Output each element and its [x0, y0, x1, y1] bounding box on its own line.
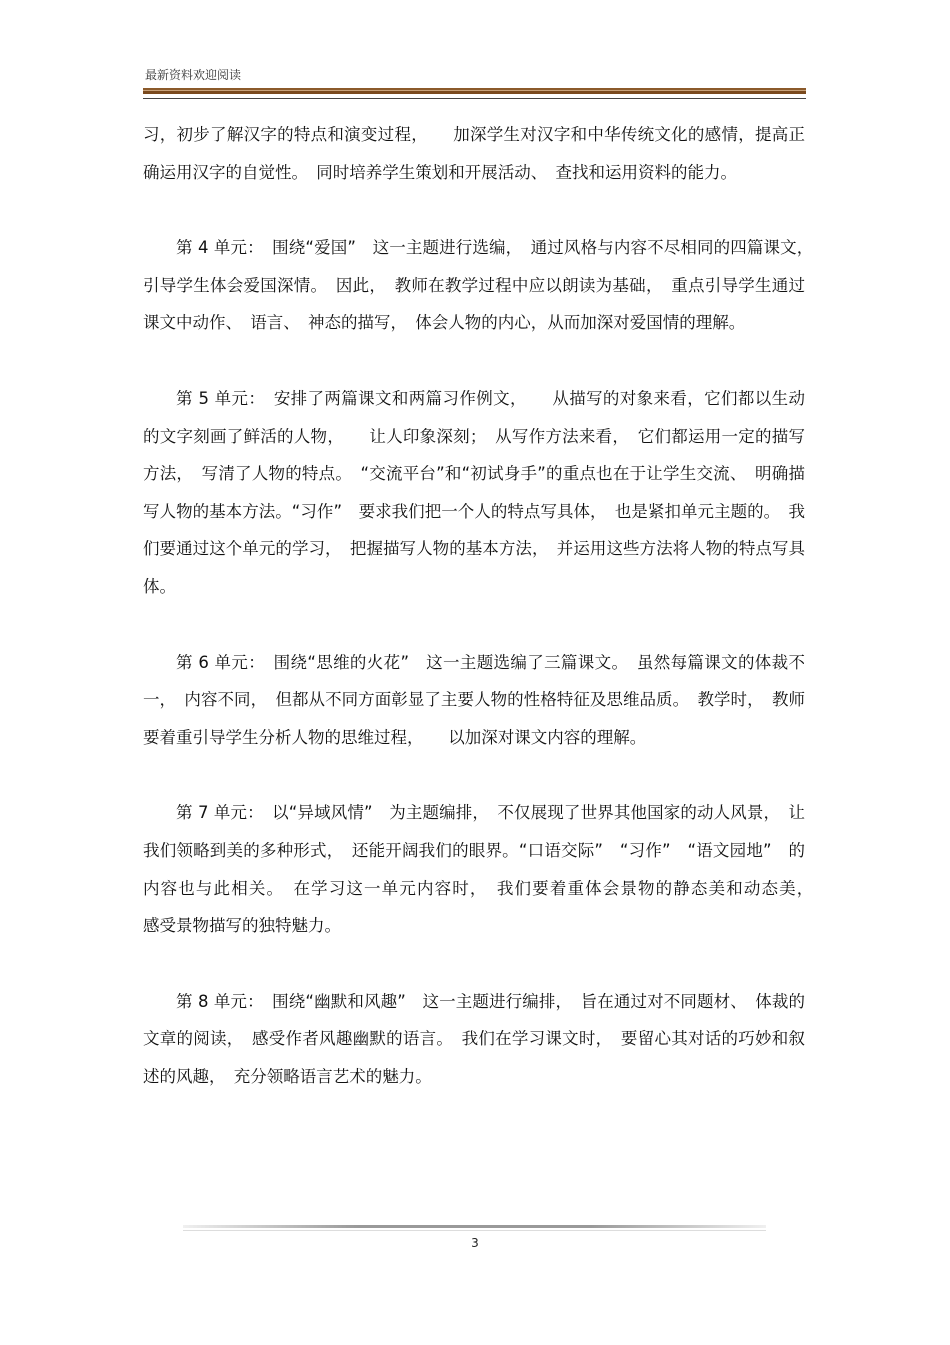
paragraph-unit-7: 第 7 单元： 以“异域风情” 为主题编排， 不仅展现了世界其他国家的动人风景， 让我们领略到美的多种形式， 还能开阔我们的眼界。“口语交际” “习作” “语文园地” 的内容也与此相关。 在学习这一单元内容时， 我们要着重体会景物的静态美和动态美， 感受景物描写的独特魅力。: [143, 803, 838, 936]
paragraph-continuation: 习，初步了解汉字的特点和演变过程， 加深学生对汉字和中华传统文化的感情，提高正确运用汉字的自觉性。 同时培养学生策划和开展活动、 查找和运用资料的能力。: [143, 125, 805, 182]
page-number: 3: [471, 1236, 479, 1250]
header-rule: [143, 88, 806, 94]
header-title: 最新资料欢迎阅读: [145, 68, 242, 82]
paragraph-unit-5: 第 5 单元： 安排了两篇课文和两篇习作例文， 从描写的对象来看，它们都以生动的文字刻画了鲜活的人物， 让人印象深刻； 从写作方法来看， 它们都运用一定的描写方法， 写清了人物的特点。 “交流平台”和“初试身手”的重点也在于让学生交流、 明确描写人物的基本方法。“习作” 要求我们把一个人的特点写具体， 也是紧扣单元主题的。 我们要通过这个单元的学习， 把握描写人物的基本方法， 并运用这些方法将人物的特点写具体。: [143, 388, 805, 596]
footer-rule-light: [183, 1230, 766, 1231]
paragraph-unit-6: 第 6 单元： 围绕“思维的火花” 这一主题选编了三篇课文。 虽然每篇课文的体裁不一， 内容不同， 但都从不同方面彰显了主要人物的性格特征及思维品质。 教学时， 教师要着重引导学生分析人物的思维过程， 以加深对课文内容的理解。: [143, 652, 805, 747]
paragraph-unit-4: 第 4 单元： 围绕“爱国” 这一主题进行选编， 通过风格与内容不尽相同的四篇课文， 引导学生体会爱国深情。 因此， 教师在教学过程中应以朗读为基础， 重点引导学生通过课文中动作、 语言、 神态的描写， 体会人物的内心，从而加深对爱国情的理解。: [143, 238, 822, 333]
footer-rule: [183, 1225, 766, 1228]
paragraph-unit-8: 第 8 单元： 围绕“幽默和风趣” 这一主题进行编排， 旨在通过对不同题材、 体裁的文章的阅读， 感受作者风趣幽默的语言。 我们在学习课文时， 要留心其对话的巧妙和叙述的风趣， 充分领略语言艺术的魅力。: [143, 991, 805, 1086]
body-content: [143, 116, 838, 1133]
header-rule-thin: [143, 98, 806, 99]
